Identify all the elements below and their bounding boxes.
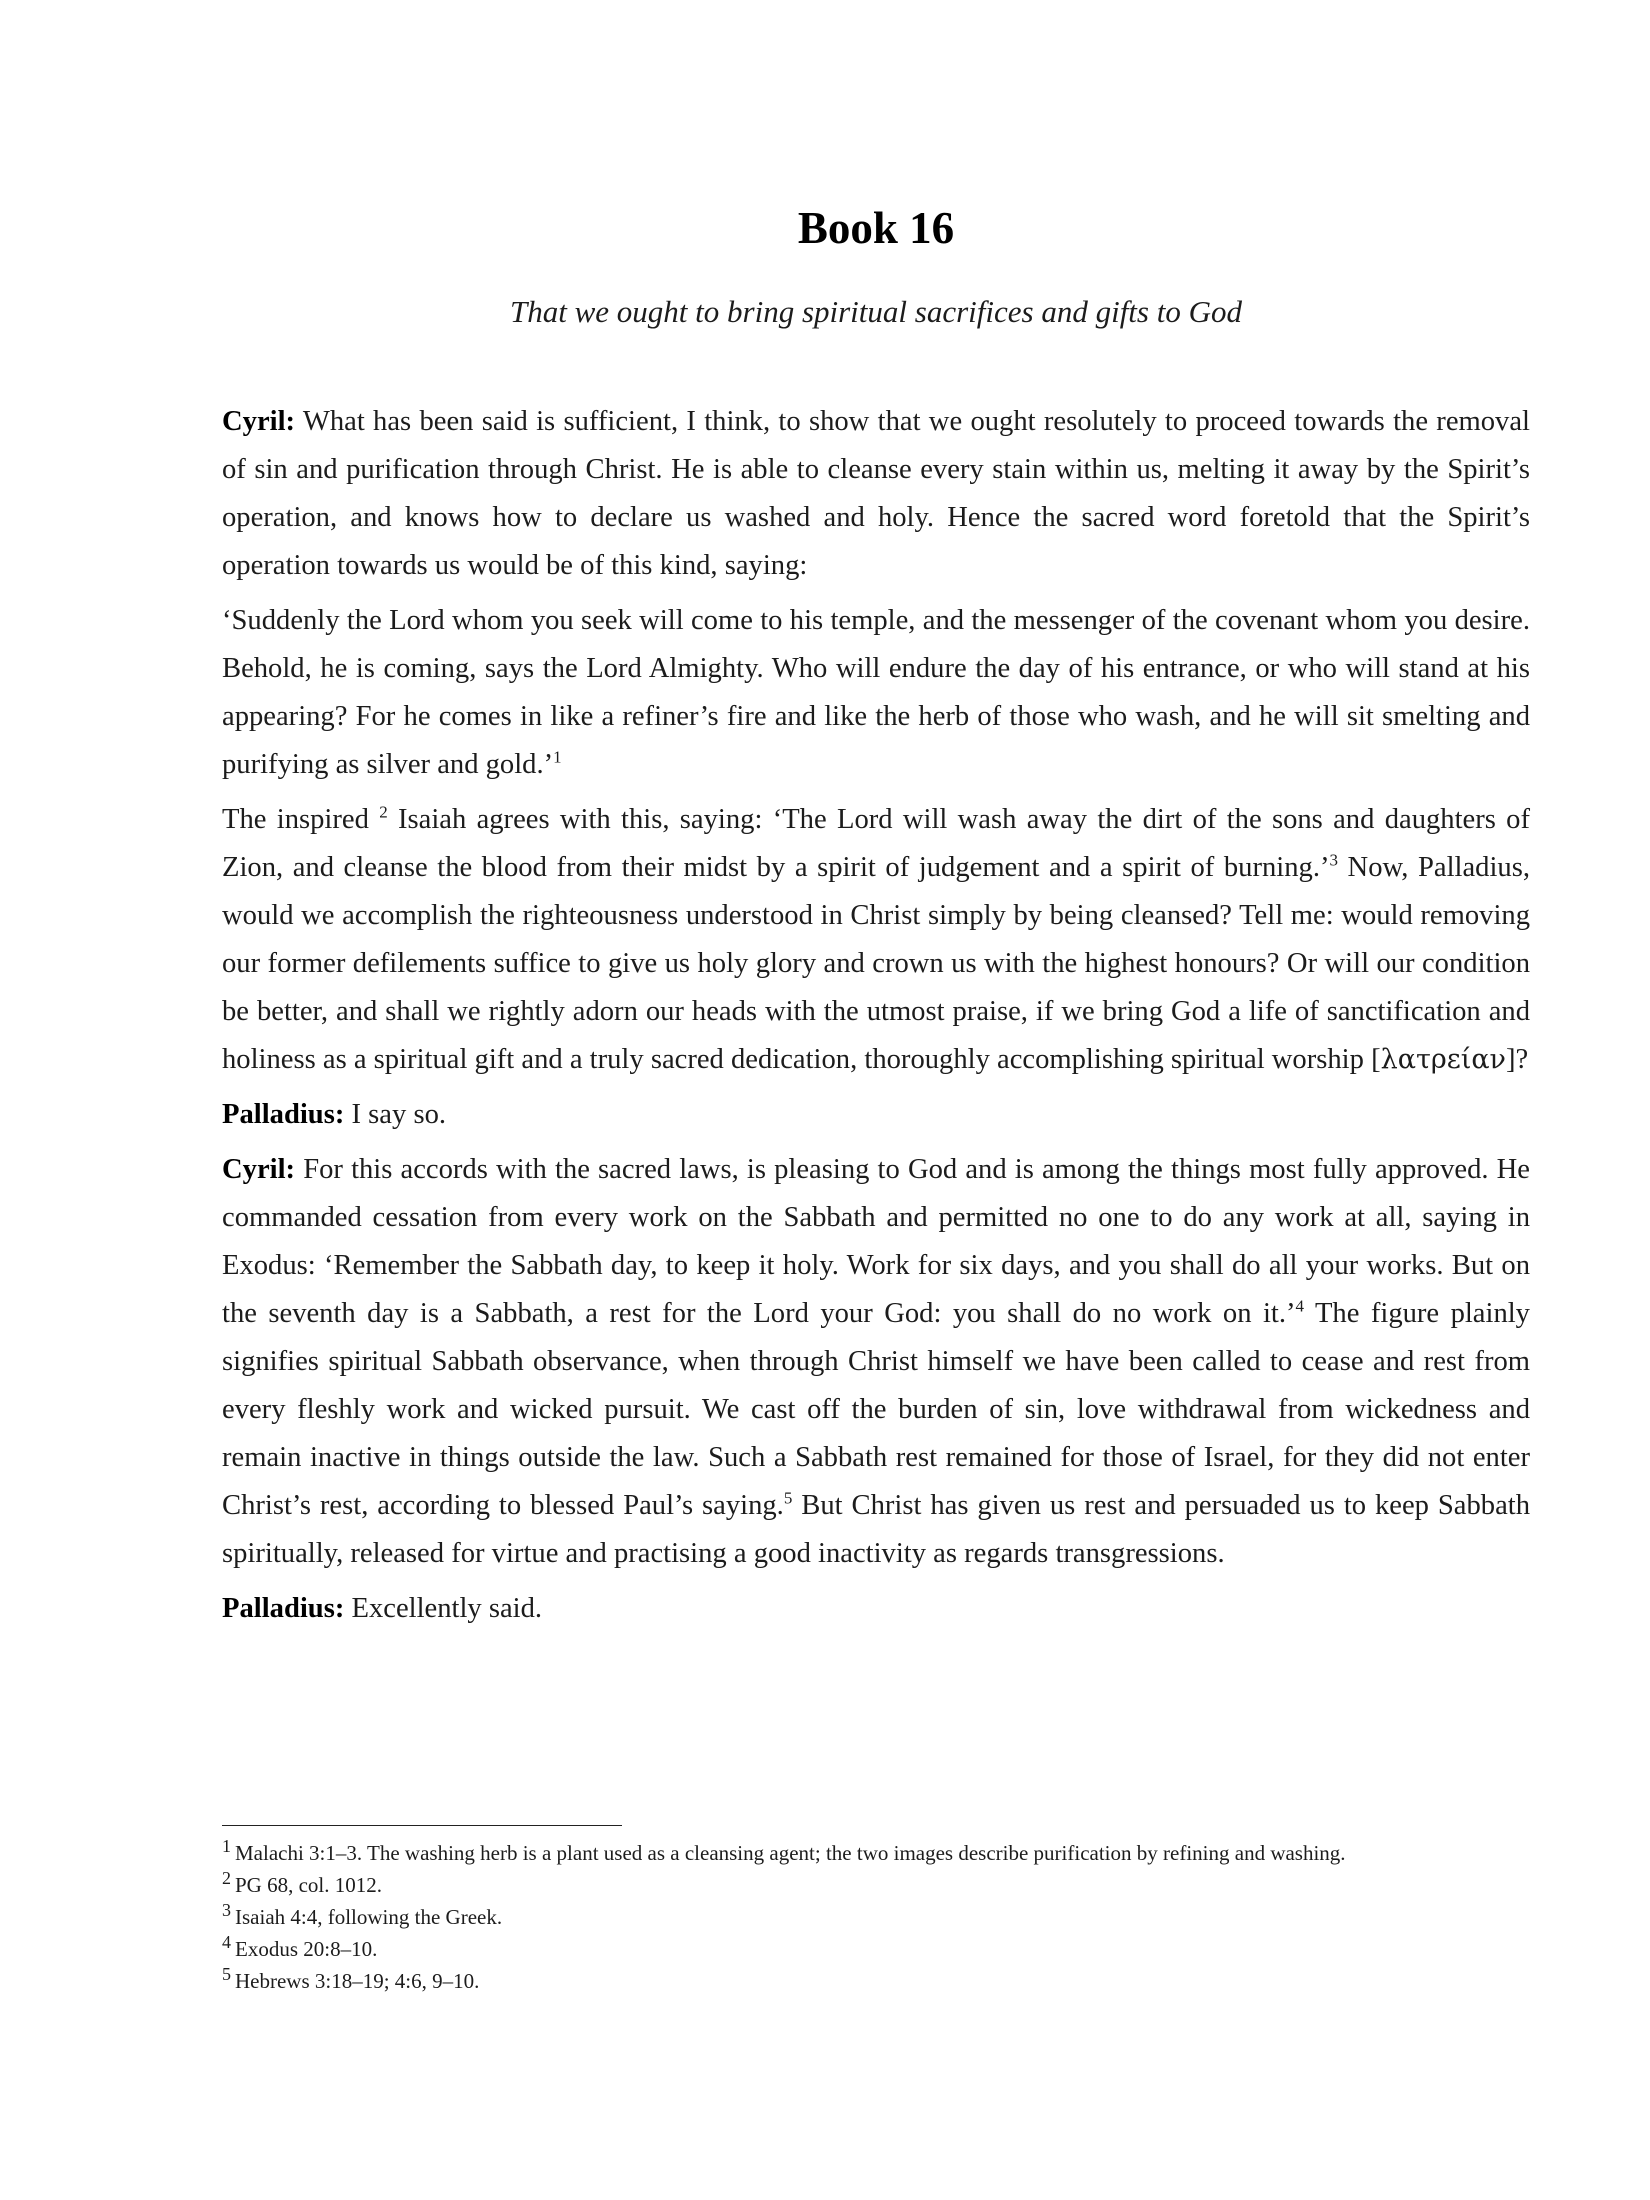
dialogue-paragraph bbox=[222, 398, 1530, 590]
book-subtitle: That we ought to bring spiritual sacrifices and gifts to God bbox=[510, 294, 1242, 329]
paragraph-text: The figure plainly signifies spiritual Sabbath observance, when through Christ himself we have been called to cease and rest from every fleshly work and wicked pursuit. We cast off the burden of sin, love withdrawal from wickedness and remain inactive in things outside the law. Such a Sabbath rest remained for those of Israel, for they did not enter Christ’s rest, according to blessed Paul’s saying. bbox=[222, 1298, 1530, 1521]
footnote-reference: 3 bbox=[1329, 850, 1338, 870]
book-title: Book 16 bbox=[797, 203, 955, 253]
footnote-number: 2 bbox=[222, 1868, 231, 1888]
speaker-label: Palladius: bbox=[222, 1593, 345, 1624]
paragraph-text: ‘Suddenly the Lord whom you seek will come to his temple, and the messenger of the covenant whom you desire. Behold, he is coming, says the Lord Almighty. Who will endure the day of his entrance, or who will stand at his appearing? For he comes in like a refiner’s fire and like the herb of those who wash, and he will sit smelting and purifying as silver and gold.’ bbox=[222, 605, 1530, 780]
dialogue-body bbox=[222, 398, 1530, 1640]
footnote-number: 4 bbox=[222, 1932, 231, 1952]
footnote-text: Hebrews 3:18–19; 4:6, 9–10. bbox=[235, 1969, 480, 1993]
footnote-reference: 5 bbox=[783, 1488, 793, 1508]
speaker-label: Cyril: bbox=[222, 1154, 296, 1185]
dialogue-paragraph bbox=[222, 1146, 1530, 1578]
speaker-label: Cyril: bbox=[222, 406, 296, 437]
speaker-label: Palladius: bbox=[222, 1099, 345, 1130]
paragraph-text: But Christ has given us rest and persuaded us to keep Sabbath spiritually, released for virtue and practising a good inactivity as regards transgressions. bbox=[222, 1490, 1531, 1569]
paragraph-text: I say so. bbox=[344, 1099, 447, 1130]
footnote-text: Malachi 3:1–3. The washing herb is a plant used as a cleansing agent; the two images describe purification by refining and washing. bbox=[235, 1841, 1346, 1865]
paragraph-text: The inspired bbox=[222, 804, 380, 835]
paragraph-text: Now, Palladius, would we accomplish the righteousness understood in Christ simply by being cleansed? Tell me: would removing our former defilements suffice to give us holy glory and crown us with the highest honours? Or will our condition be better, and shall we rightly adorn our heads with the utmost praise, if we bring God a life of sanctification and holiness as a spiritual gift and a truly sacred dedication, thoroughly accomplishing spiritual worship [ bbox=[222, 852, 1530, 1075]
paragraph-text: For this accords with the sacred laws, is pleasing to God and is among the things most fully approved. He commanded cessation from every work on the Sabbath and permitted no one to do any work at all, saying in Exodus: ‘Remember the Sabbath day, to keep it holy. Work for six days, and you shall do all your works. But on the seventh day is a Sabbath, a rest for the Lord your God: you shall do no work on it.’ bbox=[222, 1154, 1530, 1329]
dialogue-paragraph bbox=[222, 597, 1530, 789]
footnote bbox=[222, 1902, 1530, 1932]
dialogue-paragraph bbox=[222, 796, 1530, 1084]
greek-term: λατρείαν bbox=[1380, 1044, 1506, 1075]
paragraph-text: ]? bbox=[1505, 1044, 1529, 1075]
footnote-number: 5 bbox=[222, 1964, 231, 1984]
footnote-text: Exodus 20:8–10. bbox=[235, 1937, 378, 1961]
footnote bbox=[222, 1966, 1530, 1996]
paragraph-text: Isaiah agrees with this, saying: ‘The Lord will wash away the dirt of the sons and daughters of Zion, and cleanse the blood from their midst by a spirit of judgement and a spirit of burning.’ bbox=[222, 804, 1530, 883]
footnote-reference: 2 bbox=[379, 802, 388, 822]
footnotes-section bbox=[222, 1838, 1530, 1998]
footnote bbox=[222, 1838, 1530, 1868]
footnote-number: 3 bbox=[222, 1900, 231, 1920]
paragraph-text: What has been said is sufficient, I think, to show that we ought resolutely to proceed towards the removal of sin and purification through Christ. He is able to cleanse every stain within us, melting it away by the Spirit’s operation, and knows how to declare us washed and holy. Hence the sacred word foretold that the Spirit’s operation towards us would be of this kind, saying: bbox=[222, 406, 1530, 581]
dialogue-paragraph bbox=[222, 1585, 1530, 1633]
footnote-reference: 1 bbox=[553, 747, 562, 767]
footnote-reference: 4 bbox=[1295, 1296, 1305, 1316]
footnote-text: PG 68, col. 1012. bbox=[235, 1873, 382, 1897]
footnote-separator bbox=[222, 1825, 622, 1826]
dialogue-paragraph bbox=[222, 1091, 1530, 1139]
footnote bbox=[222, 1934, 1530, 1964]
footnote-text: Isaiah 4:4, following the Greek. bbox=[235, 1905, 503, 1929]
paragraph-text: Excellently said. bbox=[344, 1593, 543, 1624]
footnote-number: 1 bbox=[222, 1836, 231, 1856]
footnote bbox=[222, 1870, 1530, 1900]
